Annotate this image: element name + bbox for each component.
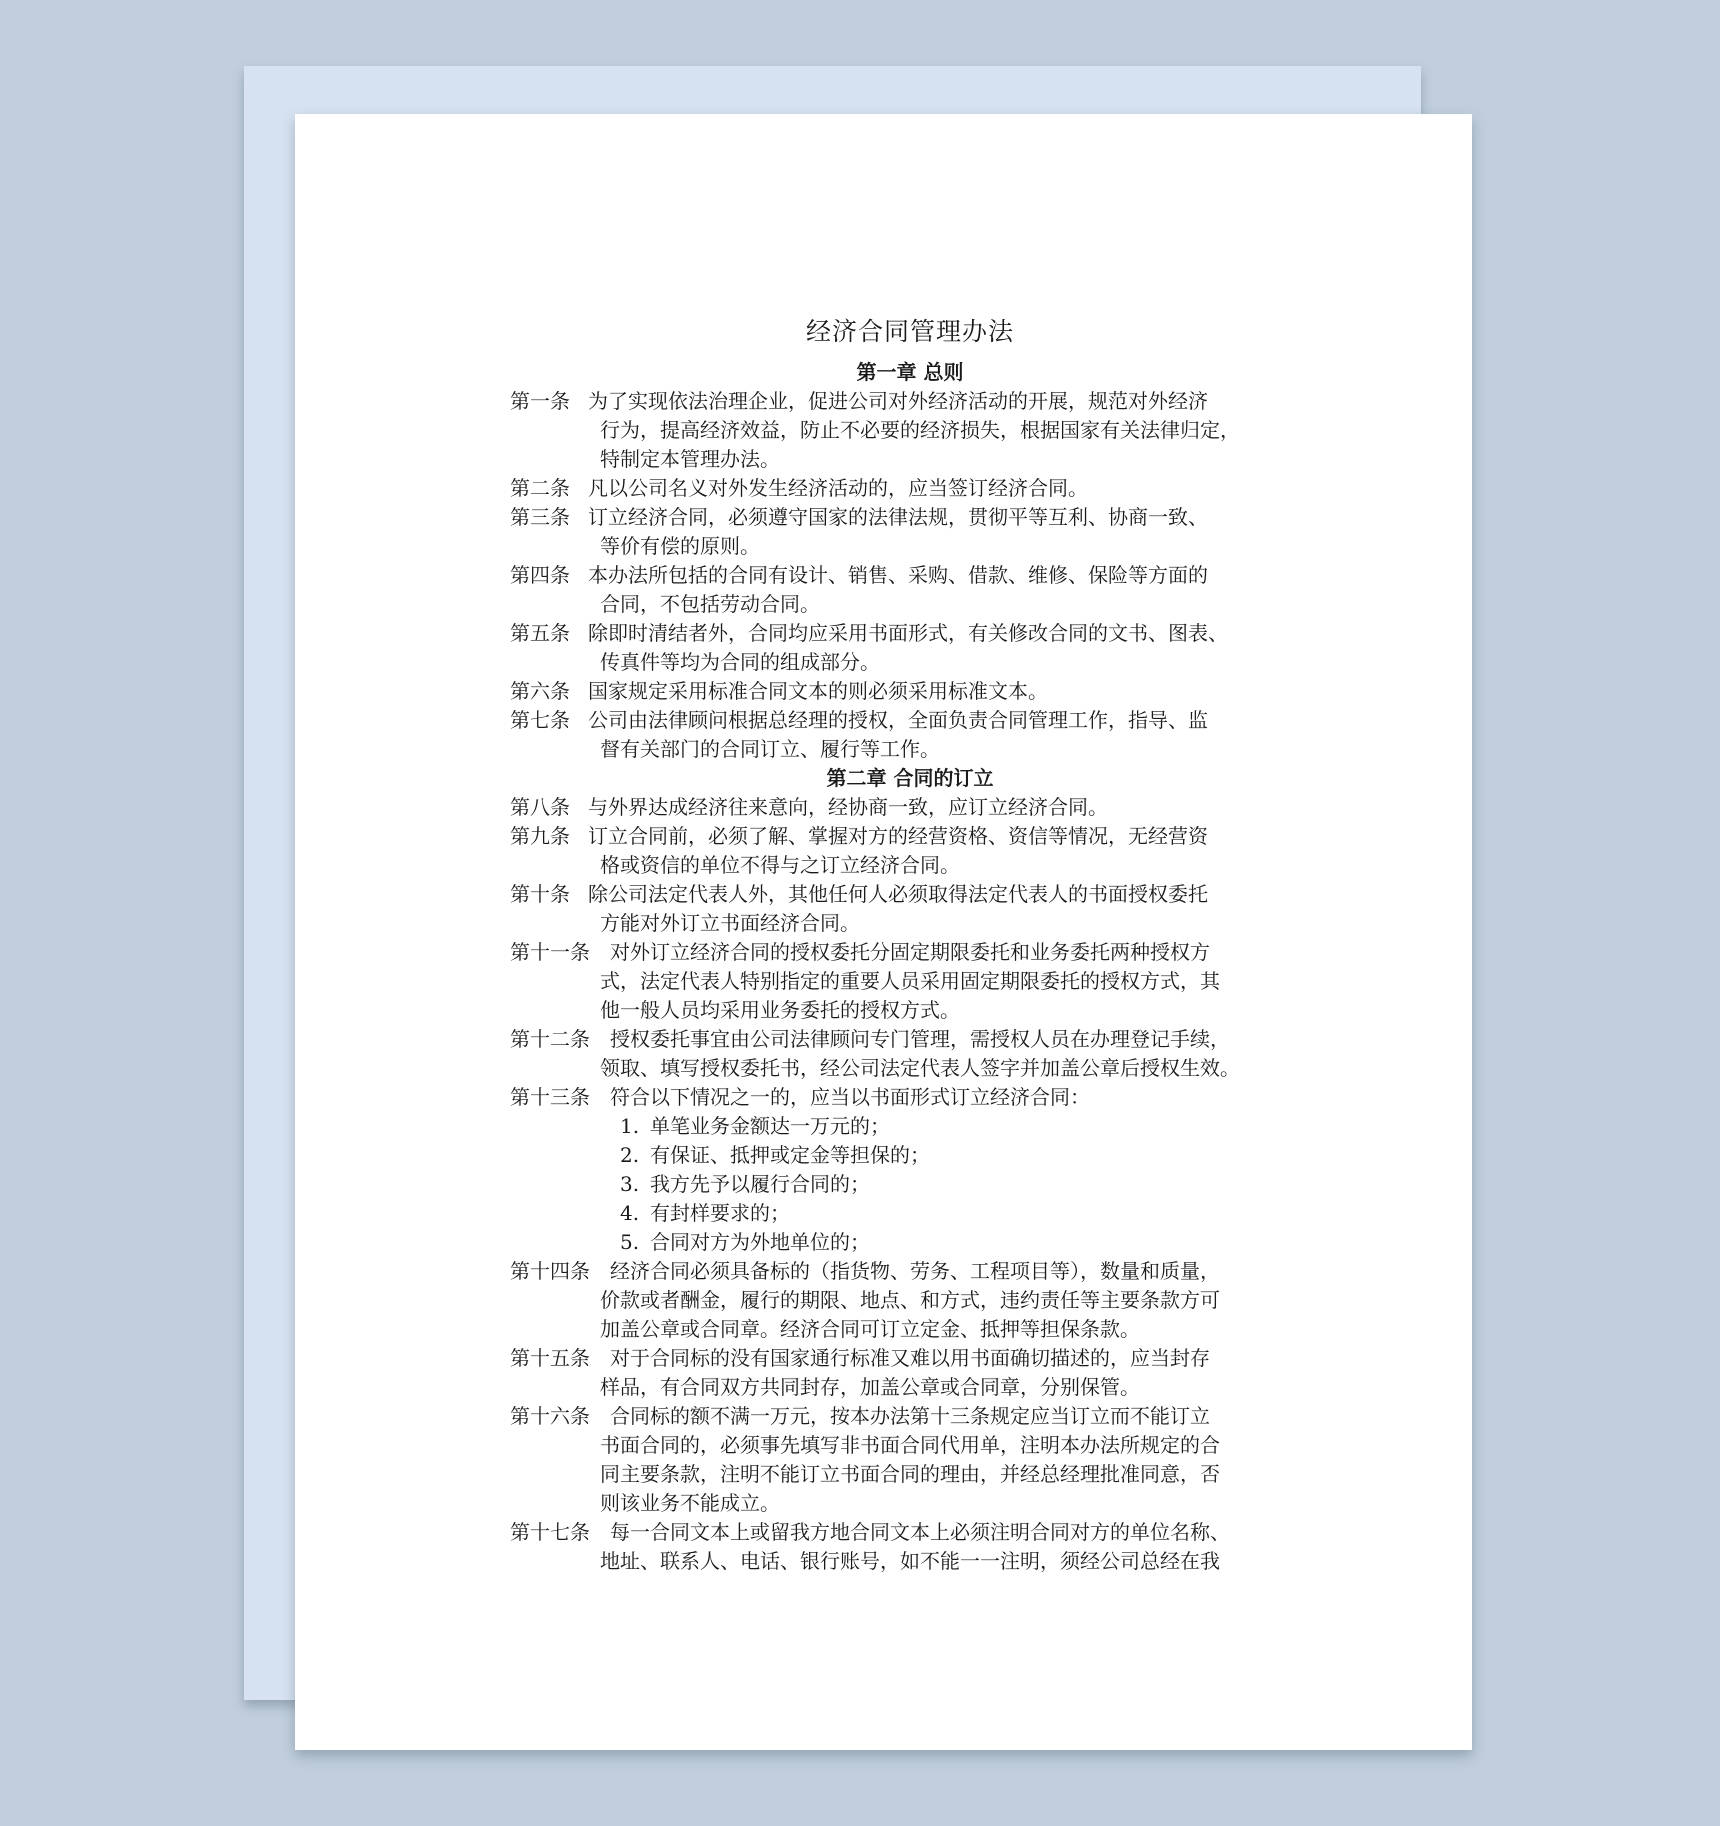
article-label: 第九条 [510, 824, 570, 848]
article-2 [510, 474, 1310, 503]
list-item-number: 3. [620, 1172, 640, 1196]
article-7 [510, 706, 1310, 764]
article-6 [510, 677, 1310, 706]
article-text-line: 传真件等均为合同的组成部分。 [600, 650, 880, 674]
article-label: 第八条 [510, 795, 570, 819]
article-text-line: 与外界达成经济往来意向，经协商一致，应订立经济合同。 [588, 795, 1108, 819]
list-item-text: 有保证、抵押或定金等担保的； [650, 1143, 930, 1167]
article-label: 第十七条 [510, 1520, 590, 1544]
article-text-line: 国家规定采用标准合同文本的则必须采用标准文本。 [588, 679, 1048, 703]
article-text-line: 凡以公司名义对外发生经济活动的，应当签订经济合同。 [588, 476, 1088, 500]
article-3 [510, 503, 1310, 561]
article-text-line: 本办法所包括的合同有设计、销售、采购、借款、维修、保险等方面的 [588, 563, 1208, 587]
article-text-line: 公司由法律顾问根据总经理的授权，全面负责合同管理工作，指导、监 [588, 708, 1208, 732]
list-item [510, 1228, 1310, 1257]
article-label: 第十一条 [510, 940, 590, 964]
article-label: 第二条 [510, 476, 570, 500]
article-label: 第十六条 [510, 1404, 590, 1428]
article-label: 第十二条 [510, 1027, 590, 1051]
article-text-line: 式，法定代表人特别指定的重要人员采用固定期限委托的授权方式，其 [600, 969, 1220, 993]
article-label: 第一条 [510, 389, 570, 413]
article-text-line: 书面合同的，必须事先填写非书面合同代用单，注明本办法所规定的合 [600, 1433, 1220, 1457]
article-text-line: 则该业务不能成立。 [600, 1491, 780, 1515]
article-text-line: 订立经济合同，必须遵守国家的法律法规，贯彻平等互利、协商一致、 [588, 505, 1208, 529]
article-text-line: 方能对外订立书面经济合同。 [600, 911, 860, 935]
article-text-line: 符合以下情况之一的，应当以书面形式订立经济合同： [610, 1085, 1090, 1109]
chapter-heading-2: 第二章 合同的订立 [826, 766, 994, 790]
list-item-text: 我方先予以履行合同的； [650, 1172, 870, 1196]
article-4 [510, 561, 1310, 619]
article-9 [510, 822, 1310, 880]
list-item-text: 有封样要求的； [650, 1201, 790, 1225]
document-title: 经济合同管理办法 [805, 317, 1014, 346]
article-label: 第六条 [510, 679, 570, 703]
article-text-line: 特制定本管理办法。 [600, 447, 780, 471]
article-text-line: 经济合同必须具备标的（指货物、劳务、工程项目等），数量和质量， [610, 1259, 1220, 1283]
article-text-line: 除即时清结者外，合同均应采用书面形式，有关修改合同的文书、图表、 [588, 621, 1228, 645]
article-10 [510, 880, 1310, 938]
article-text-line: 领取、填写授权委托书，经公司法定代表人签字并加盖公章后授权生效。 [600, 1056, 1240, 1080]
list-item-number: 5. [620, 1230, 640, 1254]
article-label: 第十五条 [510, 1346, 590, 1370]
article-text-line: 行为，提高经济效益，防止不必要的经济损失，根据国家有关法律归定， [600, 418, 1240, 442]
list-item-text: 单笔业务金额达一万元的； [650, 1114, 890, 1138]
list-item-number: 2. [620, 1143, 640, 1167]
article-17 [510, 1518, 1310, 1576]
article-text-line: 同主要条款，注明不能订立书面合同的理由，并经总经理批准同意，否 [600, 1462, 1220, 1486]
article-label: 第十条 [510, 882, 570, 906]
article-text-line: 为了实现依法治理企业，促进公司对外经济活动的开展，规范对外经济 [588, 389, 1208, 413]
article-15 [510, 1344, 1310, 1402]
article-11 [510, 938, 1310, 1025]
list-item [510, 1141, 1310, 1170]
list-item-text: 合同对方为外地单位的； [650, 1230, 870, 1254]
article-label: 第十三条 [510, 1085, 590, 1109]
article-text-line: 订立合同前，必须了解、掌握对方的经营资格、资信等情况，无经营资 [588, 824, 1208, 848]
article-text-line: 加盖公章或合同章。经济合同可订立定金、抵押等担保条款。 [600, 1317, 1140, 1341]
list-item [510, 1170, 1310, 1199]
article-8 [510, 793, 1310, 822]
document-body [510, 312, 1310, 1576]
list-item [510, 1112, 1310, 1141]
article-label: 第四条 [510, 563, 570, 587]
article-text-line: 他一般人员均采用业务委托的授权方式。 [600, 998, 960, 1022]
article-12 [510, 1025, 1310, 1083]
article-5 [510, 619, 1310, 677]
list-item-number: 4. [620, 1201, 640, 1225]
article-label: 第五条 [510, 621, 570, 645]
article-text-line: 地址、联系人、电话、银行账号，如不能一一注明，须经公司总经在我 [600, 1549, 1220, 1573]
article-label: 第七条 [510, 708, 570, 732]
article-label: 第十四条 [510, 1259, 590, 1283]
article-text-line: 每一合同文本上或留我方地合同文本上必须注明合同对方的单位名称、 [610, 1520, 1230, 1544]
list-item [510, 1199, 1310, 1228]
article-13 [510, 1083, 1310, 1112]
article-text-line: 等价有偿的原则。 [600, 534, 760, 558]
article-text-line: 合同，不包括劳动合同。 [600, 592, 820, 616]
article-16 [510, 1402, 1310, 1518]
article-text-line: 合同标的额不满一万元，按本办法第十三条规定应当订立而不能订立 [610, 1404, 1210, 1428]
list-item-number: 1. [620, 1114, 640, 1138]
article-14 [510, 1257, 1310, 1344]
chapter-heading-1: 第一章 总则 [856, 360, 964, 384]
article-text-line: 对外订立经济合同的授权委托分固定期限委托和业务委托两种授权方 [610, 940, 1210, 964]
article-text-line: 督有关部门的合同订立、履行等工作。 [600, 737, 940, 761]
article-text-line: 除公司法定代表人外，其他任何人必须取得法定代表人的书面授权委托 [588, 882, 1208, 906]
article-1 [510, 387, 1310, 474]
article-text-line: 格或资信的单位不得与之订立经济合同。 [600, 853, 960, 877]
article-text-line: 授权委托事宜由公司法律顾问专门管理，需授权人员在办理登记手续， [610, 1027, 1230, 1051]
article-text-line: 样品，有合同双方共同封存，加盖公章或合同章，分别保管。 [600, 1375, 1140, 1399]
article-text-line: 对于合同标的没有国家通行标准又难以用书面确切描述的，应当封存 [610, 1346, 1210, 1370]
article-label: 第三条 [510, 505, 570, 529]
article-text-line: 价款或者酬金，履行的期限、地点、和方式，违约责任等主要条款方可 [600, 1288, 1220, 1312]
